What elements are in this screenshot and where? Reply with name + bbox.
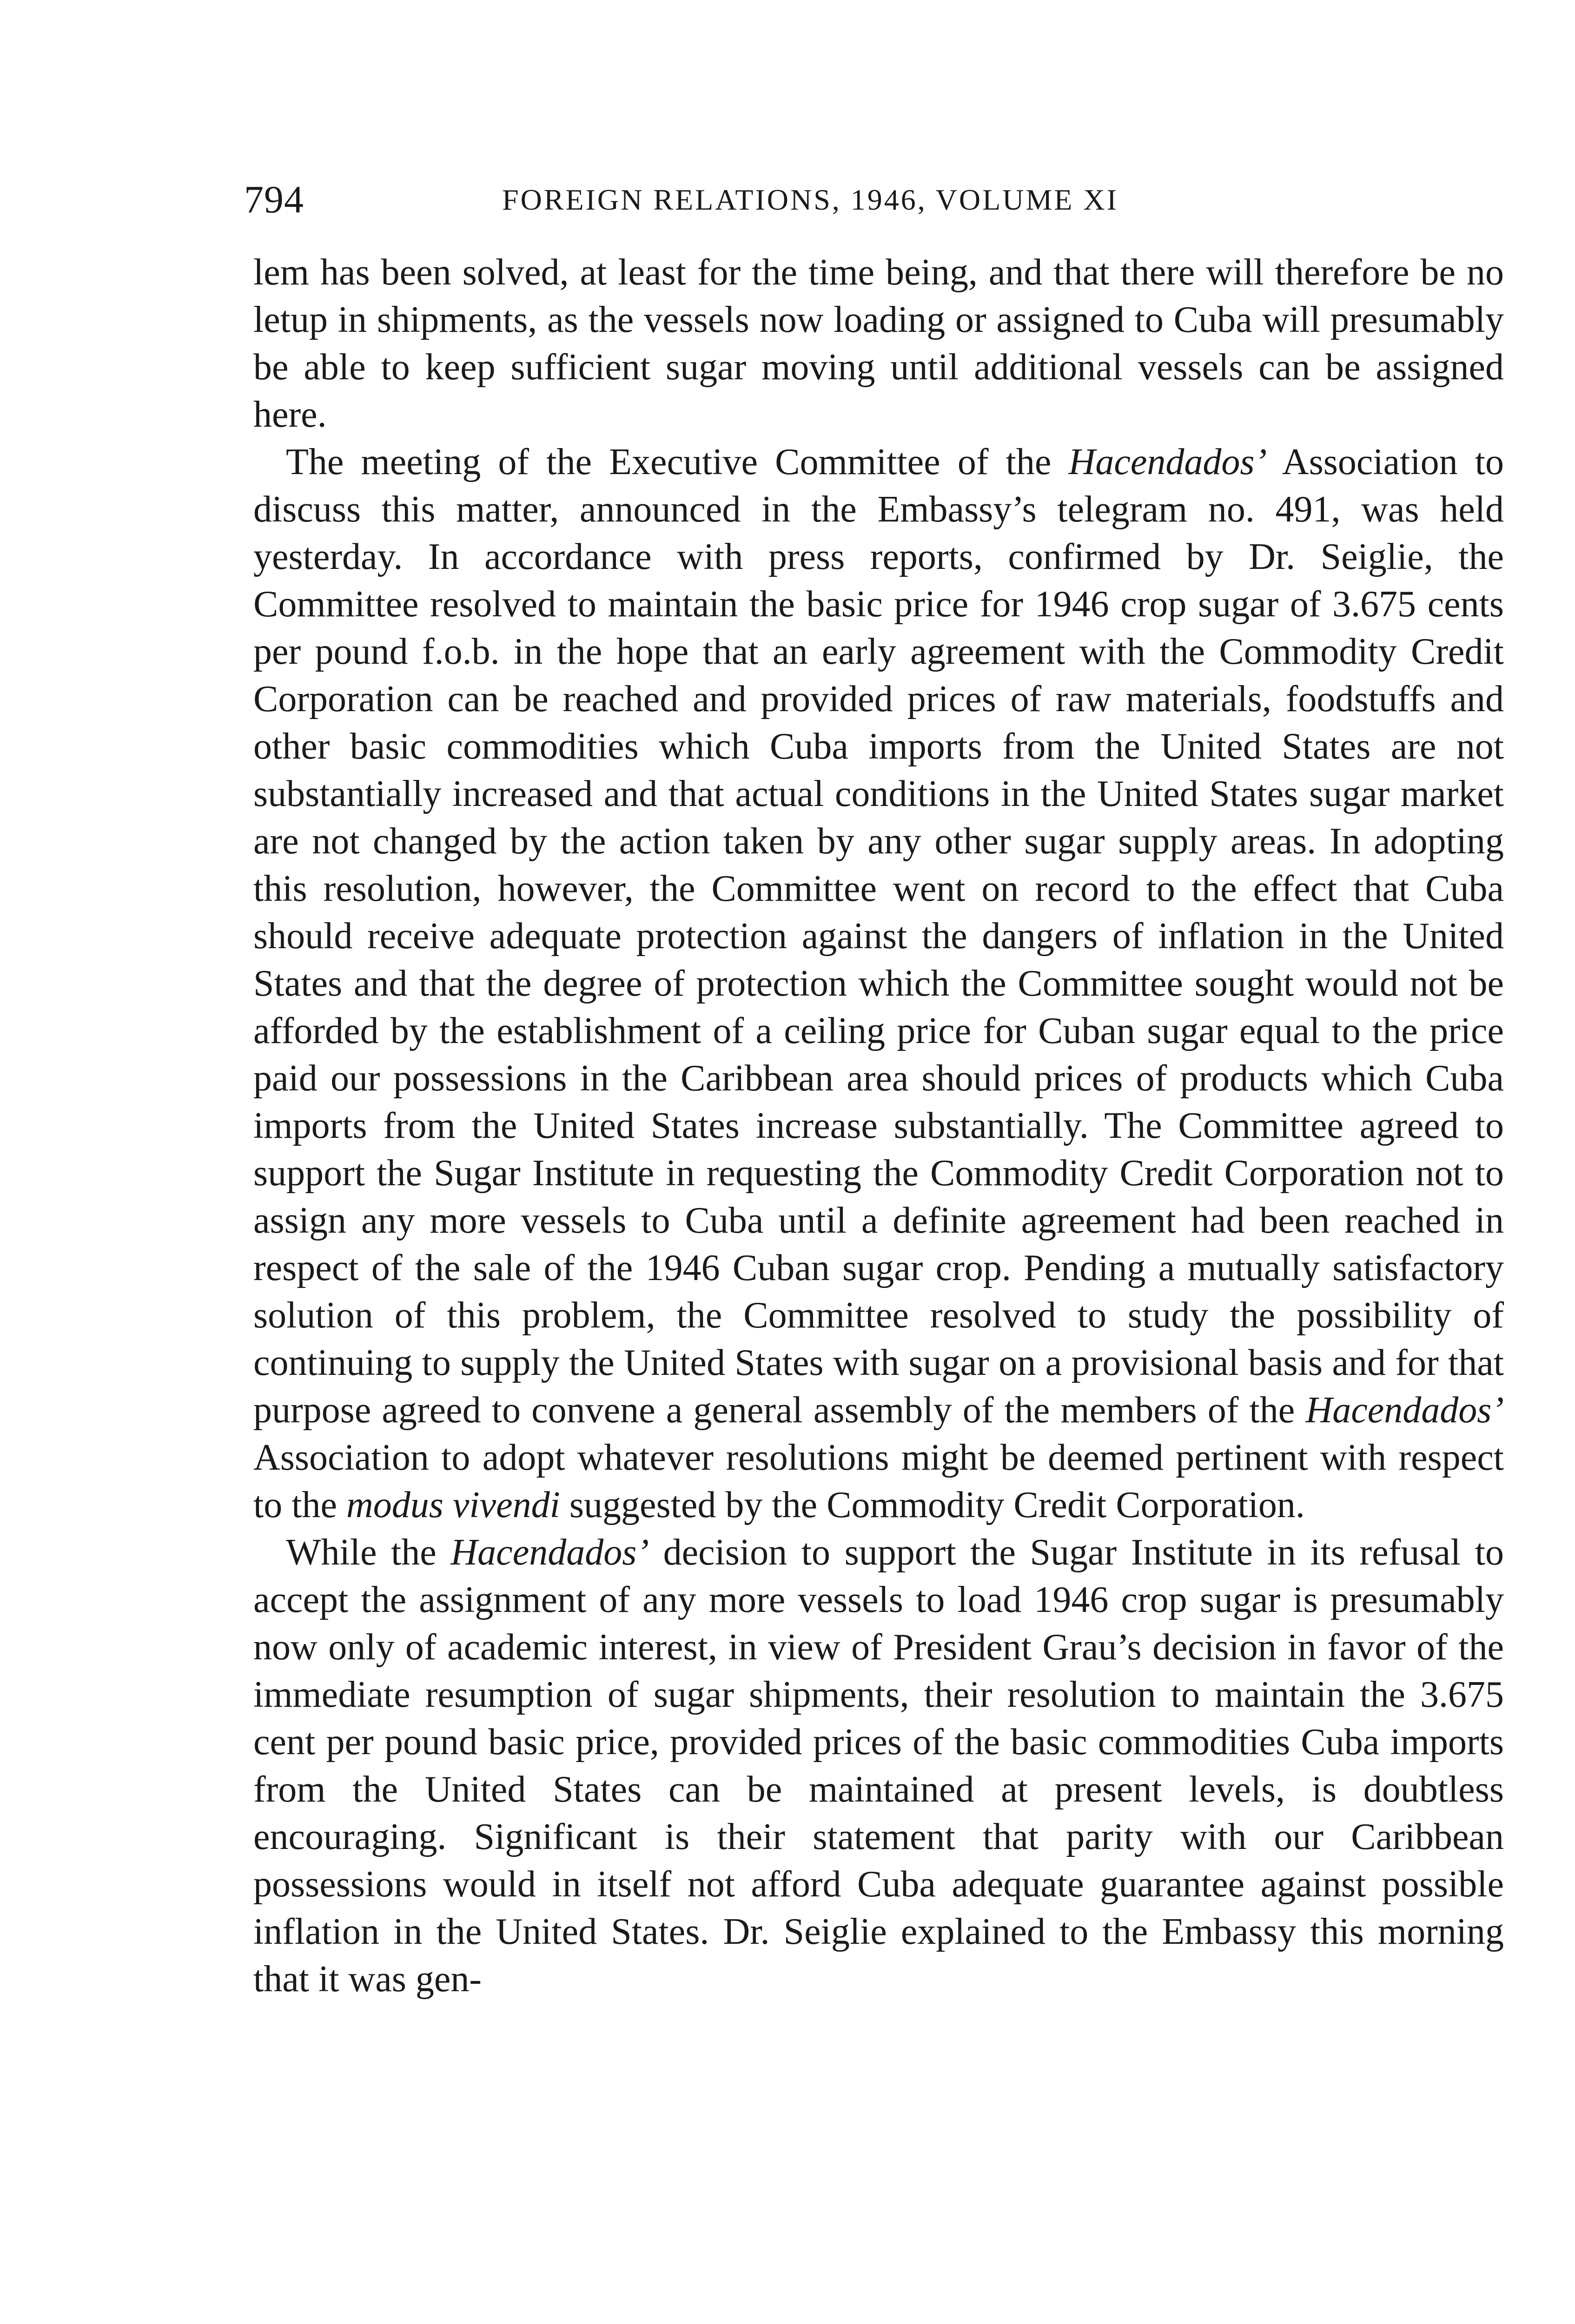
italic-term: Hacendados’ (1305, 1390, 1504, 1431)
italic-term: modus vivendi (346, 1485, 560, 1525)
text-segment: Association to discuss this matter, announced in the Embassy’s telegram no. 491, was held yesterday. In accordance with press reports, confirmed by Dr. Seiglie, the Committee resolved to maintain the basic price for 1946 crop sugar of 3.675 cents per pound f.o.b. in the hope that an early agreement with the Commodity Credit Corporation can be reached and provided prices of raw materials, foodstuffs and other basic commodities which Cuba imports from the United States are not substantially increased and that actual conditions in the United States sugar market are not changed by the action taken by any other sugar supply areas. In adopting this resolution, however, the Committee went on record to the effect that Cuba should receive adequate protection against the dangers of inflation in the United States and that the degree of protection which the Committee sought would not be afforded by the establishment of a ceiling price for Cuban sugar equal to the price paid our possessions in the Caribbean area should prices of products which Cuba imports from the United States increase substantially. The Committee agreed to support the Sugar Institute in requesting the Commodity Credit Corporation not to assign any more vessels to Cuba until a definite agreement had been reached in respect of the sale of the 1946 Cuban sugar crop. Pending a mutually satisfactory solution of this problem, the Committee resolved to study the possibility of continuing to supply the United States with sugar on a provisional basis and for that purpose agreed to convene a general assembly of the members of the (253, 442, 1504, 1431)
text-segment: suggested by the Commodity Credit Corporation. (560, 1485, 1305, 1525)
body-text (253, 249, 1504, 2003)
paragraph-2 (253, 438, 1504, 1529)
text-segment: Association to adopt whatever resolutions might be deemed pertinent with respect to the (253, 1437, 1504, 1525)
text-segment: lem has been solved, at least for the time being, and that there will therefore be no letup in shipments, as the vessels now loading or assigned to Cuba will presumably be able to keep sufficient sugar moving until additional vessels can be assigned here. (253, 252, 1504, 435)
paragraph-1 (253, 249, 1504, 438)
text-segment: decision to support the Sugar Institute in its refusal to accept the assignment of any more vessels to load 1946 crop sugar is presumably now only of academic interest, in view of President Grau’s decision in favor of the immediate resumption of sugar shipments, their resolution to maintain the 3.675 cent per pound basic price, provided prices of the basic commodities Cuba imports from the United States can be maintained at present levels, is doubtless encouraging. Significant is their statement that parity with our Caribbean possessions would in itself not afford Cuba adequate guarantee against possible inflation in the United States. Dr. Seiglie explained to the Embassy this morning that it was gen- (253, 1532, 1504, 2000)
running-title: FOREIGN RELATIONS, 1946, VOLUME XI (502, 183, 1118, 216)
italic-term: Hacendados’ (1068, 442, 1267, 482)
page-number: 794 (244, 178, 304, 221)
text-segment: While the (286, 1532, 451, 1573)
running-header (244, 172, 1285, 228)
italic-term: Hacendados’ (450, 1532, 649, 1573)
text-segment: The meeting of the Executive Committee of the (286, 442, 1069, 482)
paragraph-3 (253, 1529, 1504, 2003)
